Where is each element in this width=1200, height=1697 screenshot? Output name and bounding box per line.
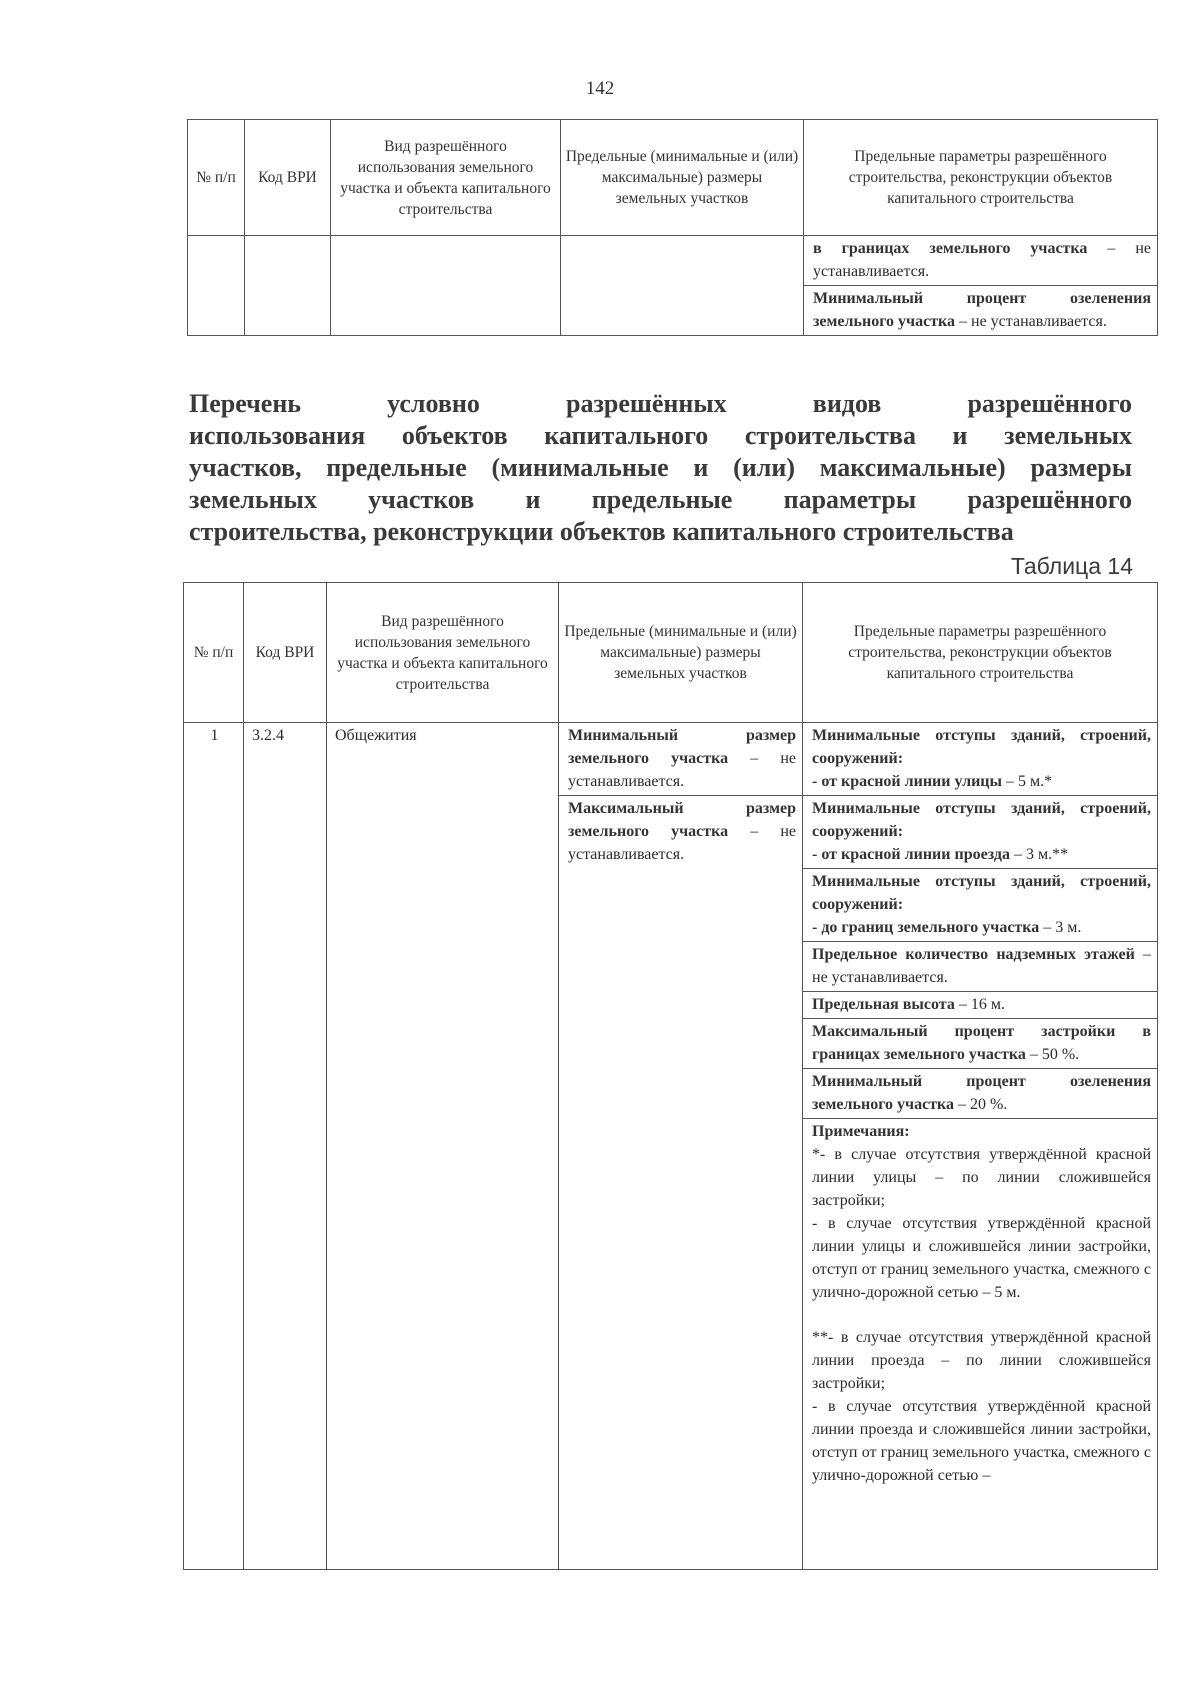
header-use-type: Вид разрешённого использования земельного участка и объекта капитального строительства (327, 583, 559, 723)
page-number: 142 (585, 78, 615, 99)
header-plot-sizes: Предельные (минимальные и (или) максимальные) размеры земельных участков (561, 120, 804, 236)
note-text: - в случае отсутствия утверждённой красной линии улицы и сложившейся линии застройки, отступ от границ земельного участка, смежного с улично-дорожной сетью – 5 м. (812, 1215, 1151, 1301)
header-plot-sizes: Предельные (минимальные и (или) максимальные) размеры земельных участков (559, 583, 803, 723)
table-row (188, 236, 1158, 336)
note-text: - в случае отсутствия утверждённой красной линии проезда и сложившейся линии застройки, отступ от границ земельного участка, смежного с улично-дорожной сетью – (812, 1398, 1151, 1484)
code-cell (245, 236, 331, 336)
heading-line: строительства, реконструкции объектов капитального строительства (189, 517, 1014, 546)
plot-sizes-cell (561, 236, 804, 336)
plot-size-item: Максимальный размер земельного участка – не устанавливается. (568, 800, 796, 863)
header-use-type: Вид разрешённого использования земельного участка и объекта капитального строительства (331, 120, 561, 236)
header-code: Код ВРИ (245, 120, 331, 236)
num-cell (188, 236, 245, 336)
params-cell (804, 236, 1158, 336)
param-item: Максимальный процент застройки в границах земельного участка – 50 %. (803, 1019, 1157, 1069)
header-params: Предельные параметры разрешённого строительства, реконструкции объектов капитального строительства (803, 583, 1158, 723)
param-item: Минимальный процент озеленения земельного участка – не устанавливается. (813, 290, 1151, 330)
param-item: Предельная высота – 16 м. (803, 992, 1157, 1019)
param-item: Минимальные отступы зданий, строений, сооружений: - от красной линии проезда – 3 м.** (803, 796, 1157, 869)
header-num: № п/п (184, 583, 244, 723)
row-use-type: Общежития (327, 723, 559, 1570)
heading-line: земельных участков и предельные параметры разрешённого (189, 485, 1132, 514)
row-code: 3.2.4 (244, 723, 327, 1570)
param-item: в границах земельного участка – не устанавливается. (804, 236, 1157, 286)
note-text: **- в случае отсутствия утверждённой красной линии проезда – по линии сложившейся застройки; (812, 1329, 1151, 1392)
header-num: № п/п (188, 120, 245, 236)
heading-line: Перечень условно разрешённых видов разрешённого (189, 389, 1132, 418)
row-plot-sizes (559, 723, 803, 1570)
row-params (803, 723, 1158, 1570)
plot-size-item: Минимальный размер земельного участка – не устанавливается. (559, 723, 802, 796)
conditional-uses-table (183, 582, 1158, 1570)
heading-line: использования объектов капитального строительства и земельных (189, 421, 1132, 450)
note-text: *- в случае отсутствия утверждённой красной линии улицы – по линии сложившейся застройки; (812, 1146, 1151, 1209)
section-heading (189, 388, 1132, 548)
header-params: Предельные параметры разрешённого строительства, реконструкции объектов капитального строительства (804, 120, 1158, 236)
heading-line: участков, предельные (минимальные и (или) максимальные) размеры (189, 453, 1132, 482)
param-item: Предельное количество надземных этажей – не устанавливается. (803, 942, 1157, 992)
continuation-table (187, 119, 1158, 336)
use-type-cell (331, 236, 561, 336)
row-num: 1 (184, 723, 244, 1570)
param-item: Минимальные отступы зданий, строений, сооружений: - от красной линии улицы – 5 м.* (803, 723, 1157, 796)
table-label: Таблица 14 (1010, 553, 1133, 579)
param-item: Минимальный процент озеленения земельного участка – 20 %. (803, 1069, 1157, 1119)
table-header-row (184, 583, 1158, 723)
notes-block (803, 1119, 1157, 1489)
header-code: Код ВРИ (244, 583, 327, 723)
param-item: Минимальные отступы зданий, строений, сооружений: - до границ земельного участка – 3 м. (803, 869, 1157, 942)
table-header-row (188, 120, 1158, 236)
notes-title: Примечания: (812, 1123, 910, 1140)
table-row (184, 723, 1158, 1570)
